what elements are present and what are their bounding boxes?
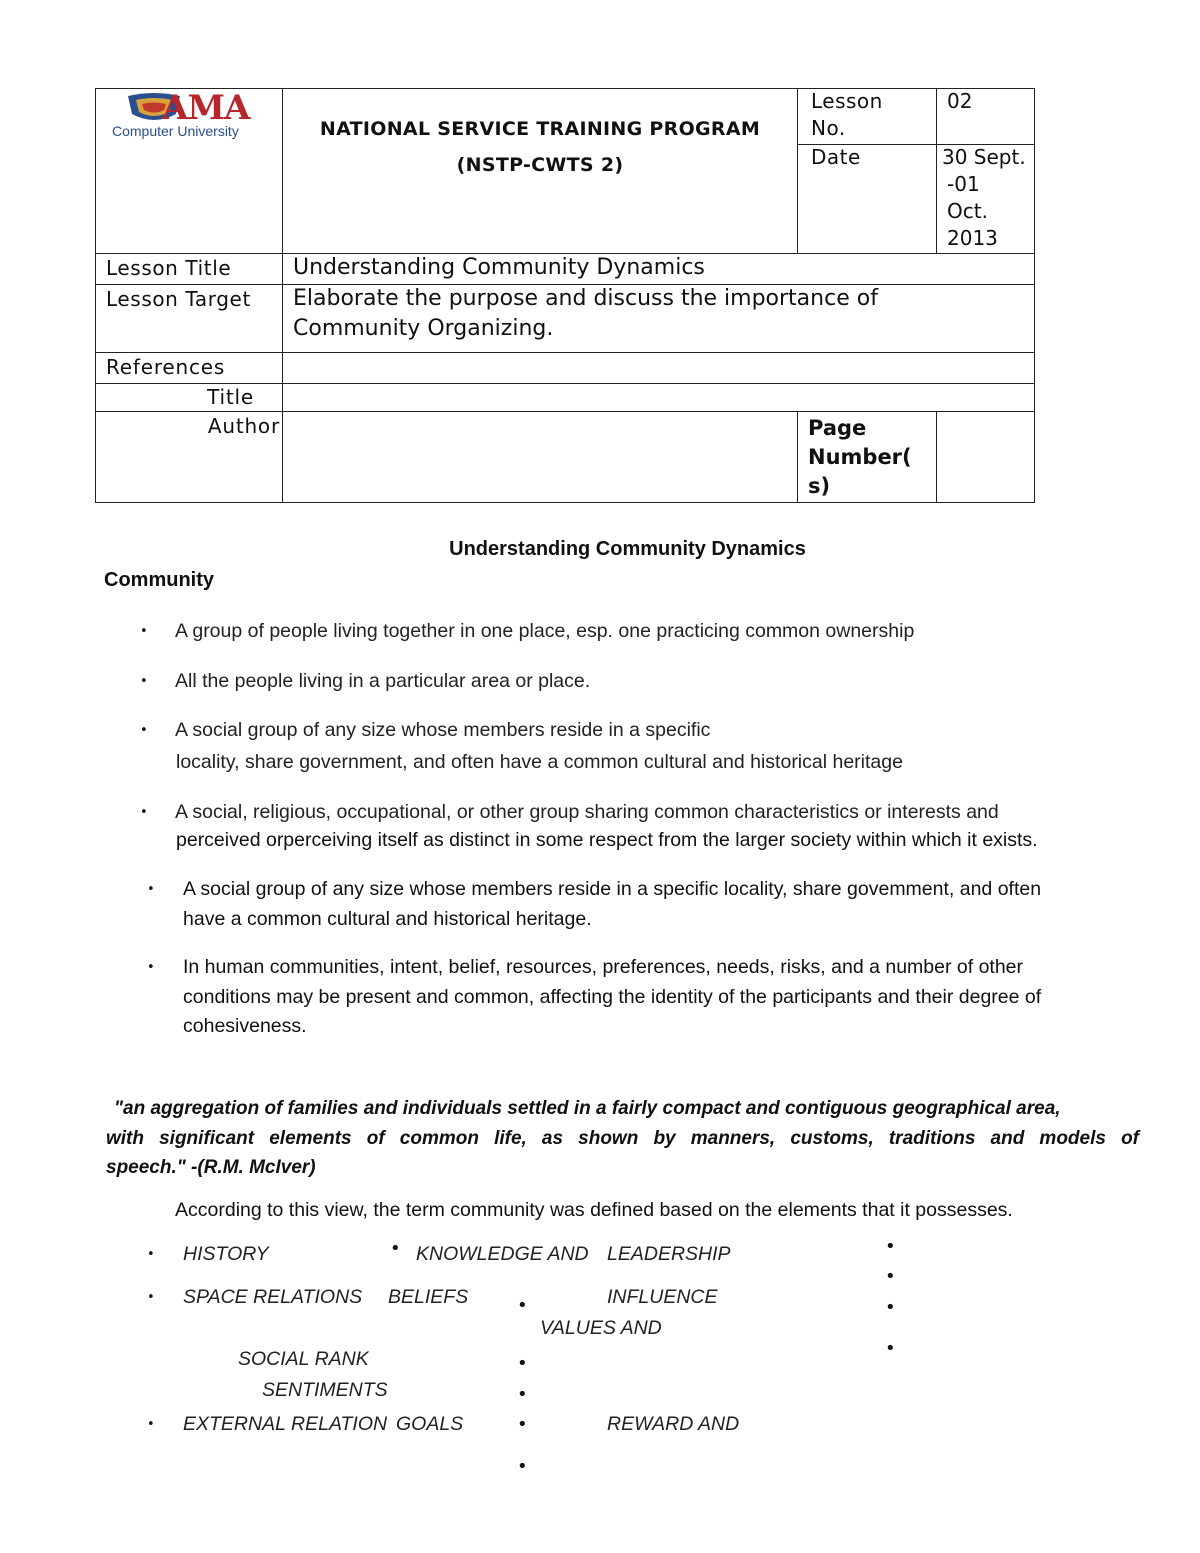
lesson-no-label-line: No. (811, 116, 846, 140)
main-heading: Understanding Community Dynamics (449, 538, 806, 560)
list-item: A group of people living together in one place, esp. one practicing common ownership (175, 620, 915, 642)
list-item-continuation: cohesiveness. (183, 1015, 307, 1037)
quote-word: of (1121, 1128, 1139, 1149)
bullet-icon: • (147, 1247, 155, 1262)
element-sentiments: SENTIMENTS (262, 1379, 388, 1401)
table-border (95, 502, 1035, 503)
date-value-line: 30 Sept. (942, 145, 1026, 169)
lesson-target-value (293, 284, 878, 344)
bullet-icon: • (140, 723, 148, 738)
bullet-icon: • (517, 1456, 528, 1477)
element-values: VALUES AND (540, 1317, 662, 1339)
list-item: A social, religious, occupational, or other group sharing common characteristics or interests and (175, 801, 999, 823)
bullet-icon: • (517, 1384, 528, 1405)
quote-word: significant (159, 1128, 255, 1149)
logo-subtitle: Computer University (112, 123, 239, 139)
element-influence: INFLUENCE (607, 1286, 718, 1308)
bullet-icon: • (517, 1295, 528, 1316)
element-reward: REWARD AND (607, 1413, 740, 1435)
table-border (936, 411, 937, 503)
author-label: Author (207, 414, 280, 438)
list-item: All the people living in a particular area or place. (175, 670, 591, 692)
list-item-continuation: have a common cultural and historical heritage. (183, 908, 592, 930)
bullet-icon: • (885, 1236, 896, 1257)
bullet-icon: • (885, 1266, 896, 1287)
date-value-line: -01 (947, 172, 980, 196)
page-numbers-line: s) (808, 474, 831, 498)
lesson-target-line: Elaborate the purpose and discuss the importance of (293, 286, 878, 311)
quote-word: with (106, 1128, 144, 1149)
quote-line-justified (106, 1128, 1139, 1150)
quote-line: "an aggregation of families and individuals settled in a fairly compact and contiguous geographical area, (114, 1098, 1061, 1119)
program-code: (NSTP-CWTS 2) (456, 154, 624, 176)
quote-word: life, (494, 1128, 527, 1149)
page-numbers-line: Page (808, 416, 867, 440)
lesson-no-value: 02 (947, 89, 973, 113)
lesson-target-line: Community Organizing. (293, 316, 554, 341)
lesson-title-label: Lesson Title (106, 256, 232, 280)
quote-word: elements (269, 1128, 352, 1149)
element-beliefs: BELIEFS (388, 1286, 469, 1308)
bullet-icon: • (147, 1417, 155, 1432)
university-logo (110, 88, 275, 142)
references-label: References (106, 355, 226, 379)
according-text: According to this view, the term community was defined based on the elements that it possesses. (175, 1199, 1013, 1221)
list-item: A social group of any size whose members reside in a specific (175, 719, 711, 741)
quote-word: by (653, 1128, 676, 1149)
bullet-icon: • (390, 1238, 401, 1259)
element-leadership: LEADERSHIP (607, 1243, 731, 1265)
bullet-icon: • (140, 674, 148, 689)
bullet-icon: • (147, 1290, 155, 1305)
bullet-icon: • (140, 624, 148, 639)
table-border (797, 88, 798, 253)
element-history: HISTORY (183, 1243, 269, 1265)
bullet-icon: • (147, 960, 155, 975)
table-border (936, 88, 937, 253)
title-label: Title (207, 385, 254, 409)
date-label: Date (811, 145, 861, 169)
lesson-no-label (811, 88, 883, 142)
list-item-continuation: conditions may be present and common, affecting the identity of the participants and their degree of (183, 986, 1042, 1008)
quote-word: manners, (690, 1128, 776, 1149)
lesson-no-label-line: Lesson (811, 89, 883, 113)
table-border (95, 88, 96, 503)
element-knowledge: KNOWLEDGE AND (416, 1243, 589, 1265)
date-value-line: 2013 (947, 226, 998, 250)
quote-word: shown (578, 1128, 639, 1149)
program-title: NATIONAL SERVICE TRAINING PROGRAM (319, 118, 761, 140)
page-numbers-line: Number( (808, 445, 912, 469)
quote-word: models (1039, 1128, 1106, 1149)
list-item-continuation: perceived orperceiving itself as distinct in some respect from the larger society within which it exists. (176, 829, 1038, 851)
table-border (1034, 88, 1035, 503)
page-numbers-label (808, 414, 912, 501)
lesson-target-label: Lesson Target (106, 287, 251, 311)
quote-word: traditions (888, 1128, 976, 1149)
quote-word: as (541, 1128, 564, 1149)
quote-word: of (366, 1128, 385, 1149)
quote-word: customs, (790, 1128, 874, 1149)
quote-word: common (399, 1128, 479, 1149)
element-space-relations: SPACE RELATIONS (183, 1286, 363, 1308)
date-value (942, 144, 1026, 252)
element-social-rank: SOCIAL RANK (238, 1348, 369, 1370)
table-border (282, 88, 283, 503)
list-item: A social group of any size whose members reside in a specific locality, share govemment, and often (183, 878, 1042, 900)
date-value-line: Oct. (947, 199, 988, 223)
table-border (95, 352, 1035, 353)
quote-word: and (990, 1128, 1025, 1149)
bullet-icon: • (140, 805, 148, 820)
bullet-icon: • (885, 1338, 896, 1359)
section-heading: Community (104, 569, 214, 591)
list-item-continuation: locality, share government, and often have a common cultural and historical heritage (176, 751, 903, 773)
bullet-icon: • (147, 882, 155, 897)
list-item: In human communities, intent, belief, resources, preferences, needs, risks, and a number of other (183, 956, 1024, 978)
bullet-icon: • (517, 1353, 528, 1374)
quote-line: speech." -(R.M. McIver) (106, 1157, 316, 1178)
element-external-relation: EXTERNAL RELATION (183, 1413, 388, 1435)
logo-brand: AMA (162, 88, 250, 128)
bullet-icon: • (885, 1297, 896, 1318)
bullet-icon: • (517, 1414, 528, 1435)
table-border (797, 411, 798, 503)
lesson-title-value: Understanding Community Dynamics (293, 255, 705, 280)
element-goals: GOALS (396, 1413, 464, 1435)
